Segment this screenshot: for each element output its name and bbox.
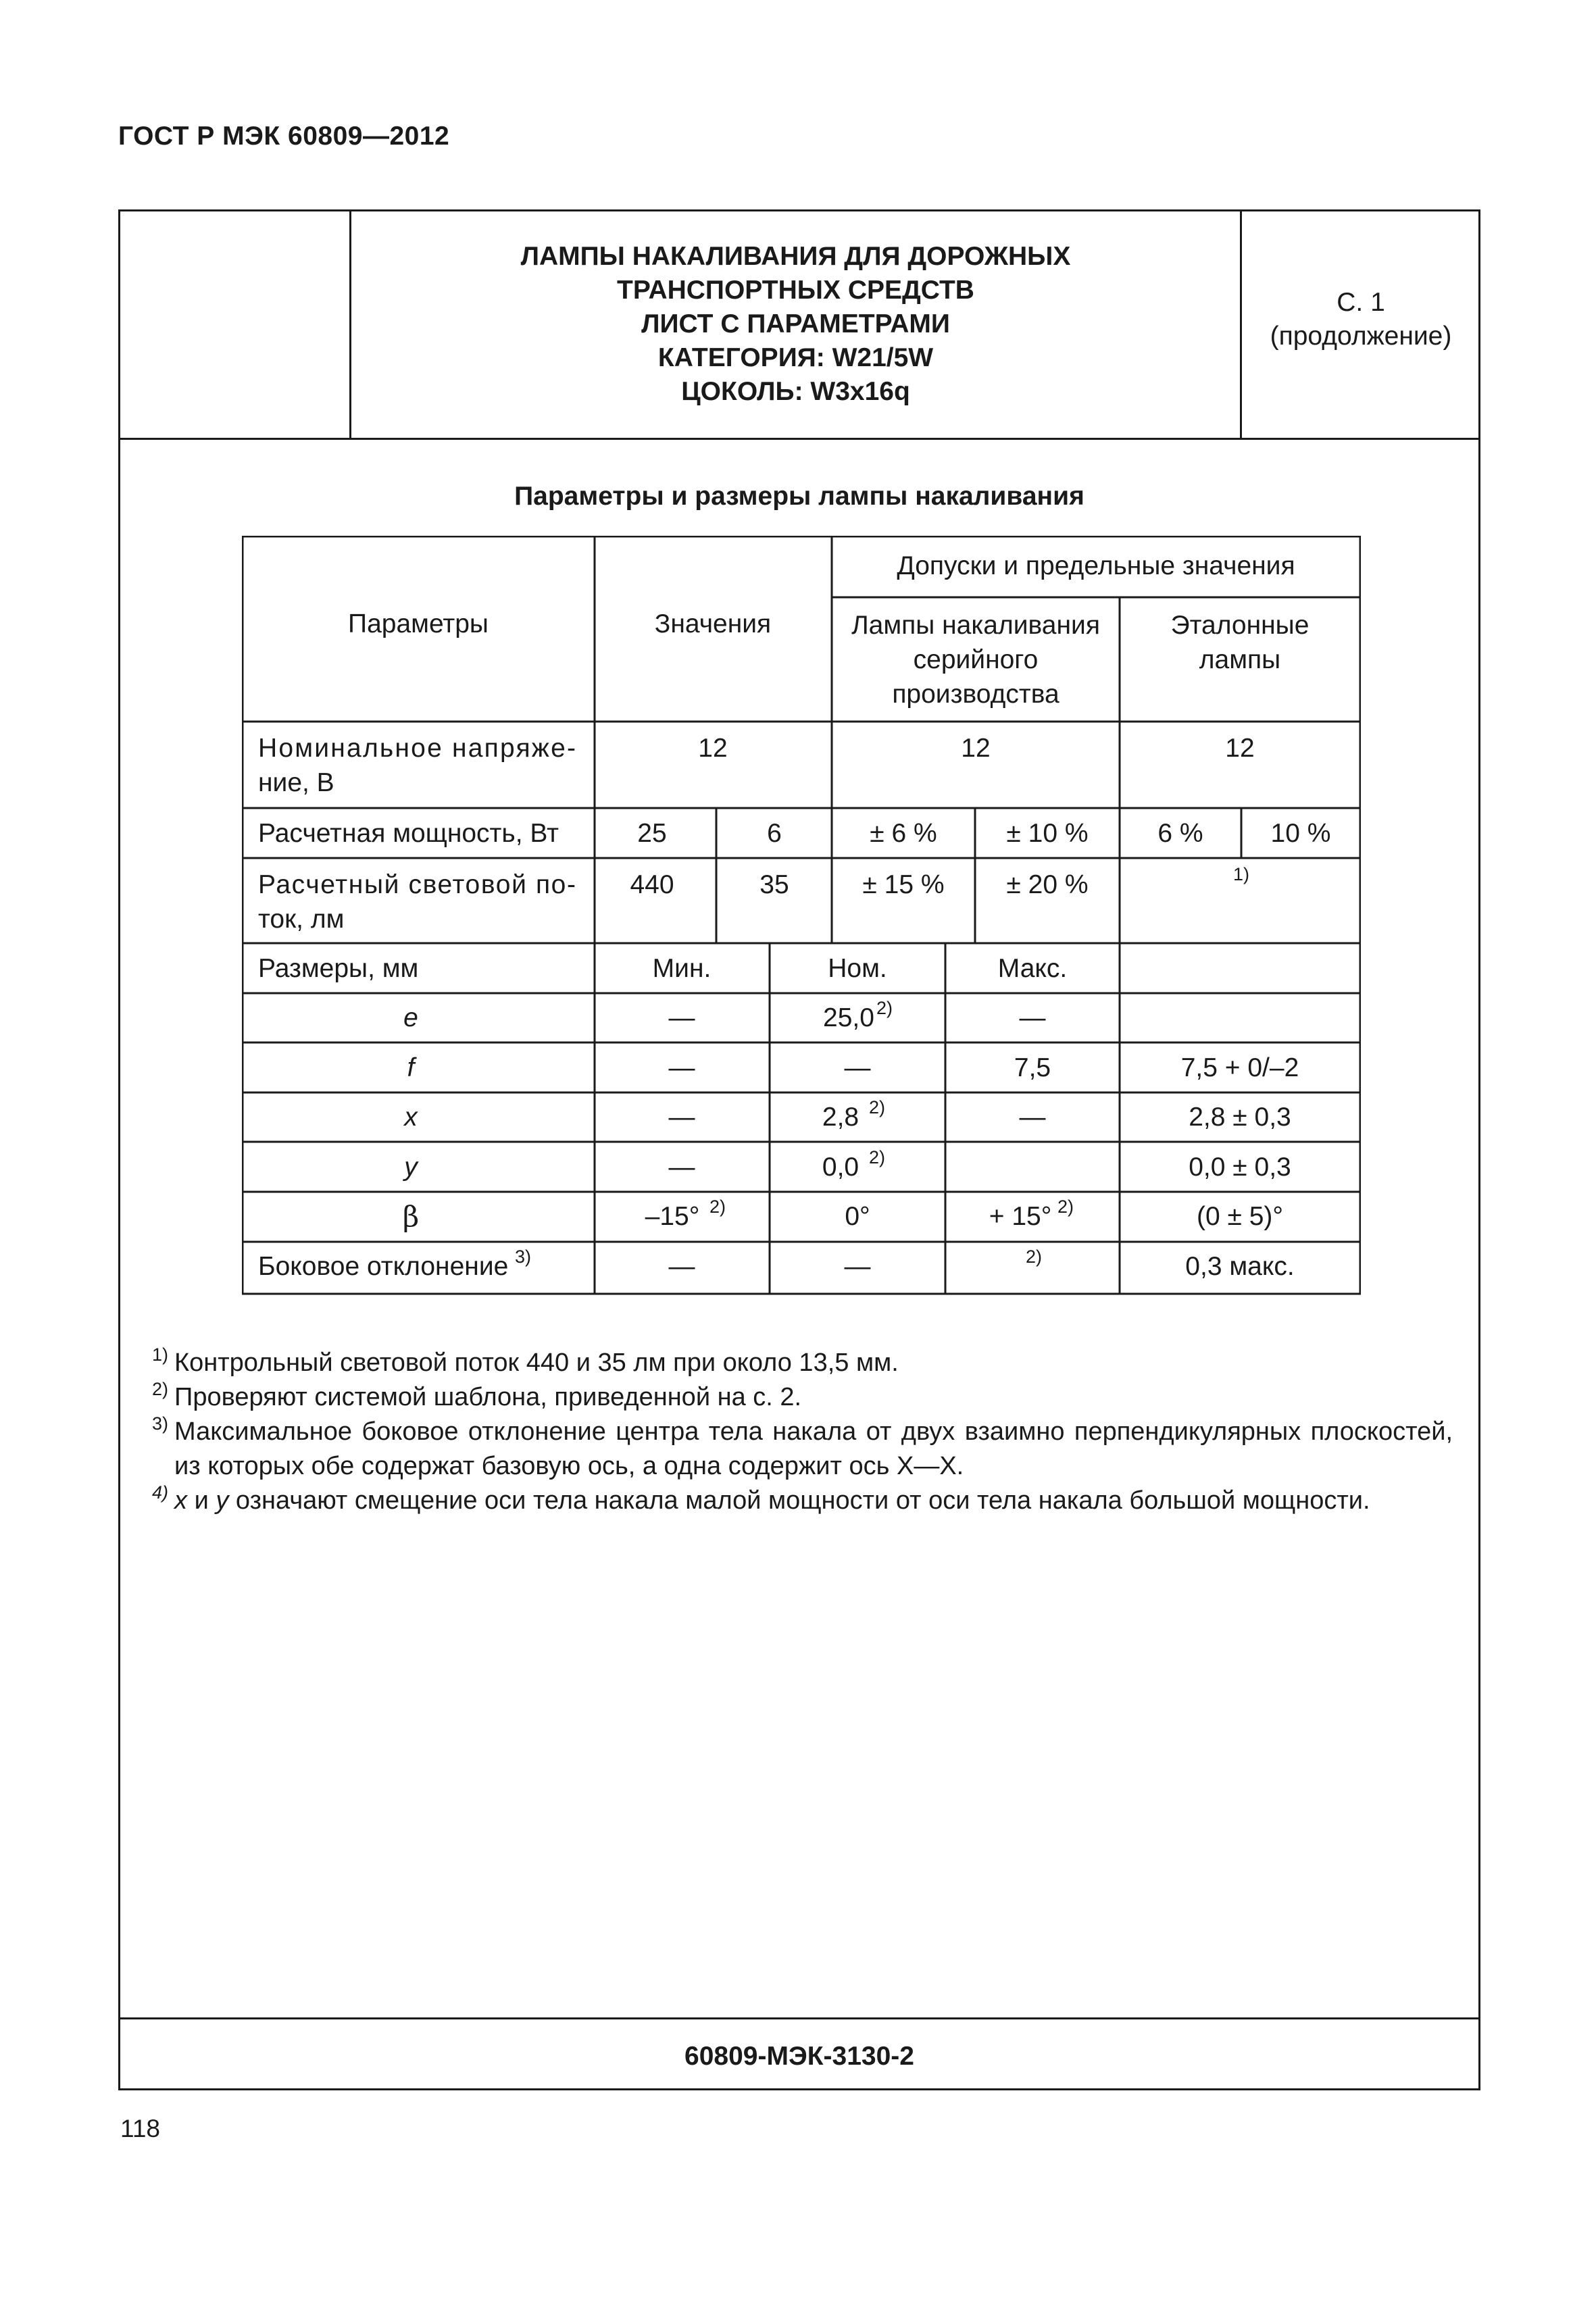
footnote-ref-2: 2) <box>876 998 893 1018</box>
lateral-reference: 0,3 макс. <box>1185 1252 1295 1281</box>
dim-param-beta: β <box>402 1200 420 1233</box>
table-caption: Параметры и размеры лампы накаливания <box>514 482 1084 511</box>
row-label-lateral: Боковое отклонение <box>258 1252 509 1281</box>
row-label-voltage: Номинальное напряже- <box>258 734 576 763</box>
footnote-ref-2: 2) <box>869 1097 886 1117</box>
cell-flux-value-high: 440 <box>630 870 674 899</box>
dim-x-reference: 2,8 ± 0,3 <box>1189 1103 1291 1132</box>
footnote-4 <box>152 1484 1453 1518</box>
dim-e-nom: 25,0 <box>823 1003 874 1032</box>
footer-divider <box>118 2017 1480 2019</box>
footnote-text: Контрольный световой поток 440 и 35 лм при около 13,5 мм. <box>174 1349 899 1377</box>
dim-f-min: — <box>668 1053 695 1082</box>
dim-e-min: — <box>668 1003 695 1032</box>
col-head-tolerances: Допуски и предельные значения <box>897 551 1295 580</box>
dim-f-reference: 7,5 + 0/–2 <box>1180 1053 1299 1082</box>
cell-voltage-value: 12 <box>698 734 728 763</box>
footnote-ref-1: 1) <box>1232 864 1250 884</box>
dim-f-nom: — <box>844 1053 871 1082</box>
footnote-ref-2: 2) <box>869 1147 886 1167</box>
footnote-1 <box>152 1346 1453 1380</box>
col-head-values: Значения <box>654 609 772 638</box>
footnote-ref-2: 2) <box>709 1197 726 1217</box>
footnote-ref-3: 3) <box>515 1247 532 1267</box>
cell-power-reference-low: 10 % <box>1270 819 1331 848</box>
sheet-reference <box>1242 286 1480 353</box>
cell-voltage-serial: 12 <box>961 734 991 763</box>
footnote-text: Максимальное боковое отклонение центра тела накала от двух взаимно перпендикулярных плоскостей, из которых обе содержат базовую ось, а одна содержит ось X—X. <box>174 1417 1453 1480</box>
footnote-text: означают смещение оси тела накала малой мощности от оси тела накала большой мощности. <box>235 1486 1370 1515</box>
header-divider <box>118 438 1480 440</box>
col-head-reference: лампы <box>1199 645 1281 674</box>
footnote-marker: 1) <box>152 1344 169 1365</box>
cell-power-value-low: 6 <box>767 819 782 848</box>
dim-f-max: 7,5 <box>1014 1053 1051 1082</box>
footnote-symbol-y: y <box>216 1486 229 1515</box>
document-code: ГОСТ Р МЭК 60809—2012 <box>118 122 450 151</box>
col-head-serial: производства <box>892 680 1059 709</box>
row-label-voltage: ние, В <box>258 768 334 797</box>
sheet-code: 60809-МЭК-3130-2 <box>684 2042 914 2071</box>
row-label-flux: Расчетный световой по- <box>258 870 576 899</box>
lateral-min: — <box>668 1252 695 1281</box>
cell-power-reference-high: 6 % <box>1157 819 1203 848</box>
dim-param-y: y <box>404 1153 418 1182</box>
dim-y-min: — <box>668 1153 695 1182</box>
footnote-marker: 3) <box>152 1413 169 1434</box>
footnote-marker: 4) <box>152 1482 169 1503</box>
col-head-min: Мин. <box>652 954 712 983</box>
page-number: 118 <box>120 2115 160 2142</box>
dim-y-reference: 0,0 ± 0,3 <box>1189 1153 1291 1182</box>
cell-voltage-reference: 12 <box>1225 734 1255 763</box>
footnotes <box>152 1346 1453 1518</box>
title-line: ТРАНСПОРТНЫХ СРЕДСТВ <box>617 276 974 305</box>
footnote-2 <box>152 1380 1453 1415</box>
cell-power-serial-high: ± 6 % <box>870 819 937 848</box>
col-head-serial: серийного <box>913 645 1039 674</box>
footnote-text: Проверяют системой шаблона, приведенной на с. 2. <box>174 1383 802 1411</box>
dim-y-nom: 0,0 <box>822 1153 859 1182</box>
sheet-page-ref: С. 1 <box>1337 288 1385 317</box>
footnote-3 <box>152 1415 1453 1484</box>
cell-flux-serial-low: ± 20 % <box>1006 870 1089 899</box>
cell-flux-serial-high: ± 15 % <box>862 870 945 899</box>
cell-flux-value-low: 35 <box>759 870 789 899</box>
title-line: ЛАМПЫ НАКАЛИВАНИЯ ДЛЯ ДОРОЖНЫХ <box>520 242 1071 271</box>
beta-nom: 0° <box>845 1202 870 1231</box>
sheet-title <box>351 240 1240 409</box>
col-head-serial: Лампы накаливания <box>851 611 1100 640</box>
beta-max: + 15° <box>989 1202 1052 1231</box>
dim-param-x: x <box>404 1103 418 1132</box>
dim-x-nom: 2,8 <box>822 1103 859 1132</box>
beta-min: –15° <box>645 1202 700 1231</box>
sheet-continuation-note: (продолжение) <box>1270 322 1452 351</box>
row-label-dimensions: Размеры, мм <box>258 954 419 983</box>
parameters-table <box>242 536 1361 1296</box>
title-line: ЛИСТ С ПАРАМЕТРАМИ <box>641 309 950 338</box>
footnote-ref-2: 2) <box>1057 1197 1074 1217</box>
table-text <box>258 551 1330 1281</box>
dim-e-max: — <box>1019 1003 1046 1032</box>
lateral-nom: — <box>844 1252 871 1281</box>
col-head-nom: Ном. <box>828 954 887 983</box>
footnote-conjunction: и <box>194 1486 209 1515</box>
footnote-ref-2: 2) <box>1025 1247 1043 1267</box>
beta-reference: (0 ± 5)° <box>1196 1202 1284 1231</box>
col-head-parameters: Параметры <box>348 609 489 638</box>
title-line: КАТЕГОРИЯ: W21/5W <box>657 343 934 372</box>
row-label-flux: ток, лм <box>258 905 345 934</box>
row-label-power: Расчетная мощность, Вт <box>258 819 559 848</box>
col-head-reference: Эталонные <box>1170 611 1310 640</box>
col-head-max: Макс. <box>997 954 1068 983</box>
dim-param-f: f <box>407 1053 415 1082</box>
footnote-marker: 2) <box>152 1379 169 1399</box>
cell-power-serial-low: ± 10 % <box>1006 819 1089 848</box>
cell-power-value-high: 25 <box>637 819 667 848</box>
dim-x-min: — <box>668 1103 695 1132</box>
title-line: ЦОКОЛЬ: W3x16q <box>681 377 910 406</box>
dim-x-max: — <box>1019 1103 1046 1132</box>
dim-param-e: e <box>403 1003 418 1032</box>
footnote-symbol-x: x <box>174 1486 187 1515</box>
